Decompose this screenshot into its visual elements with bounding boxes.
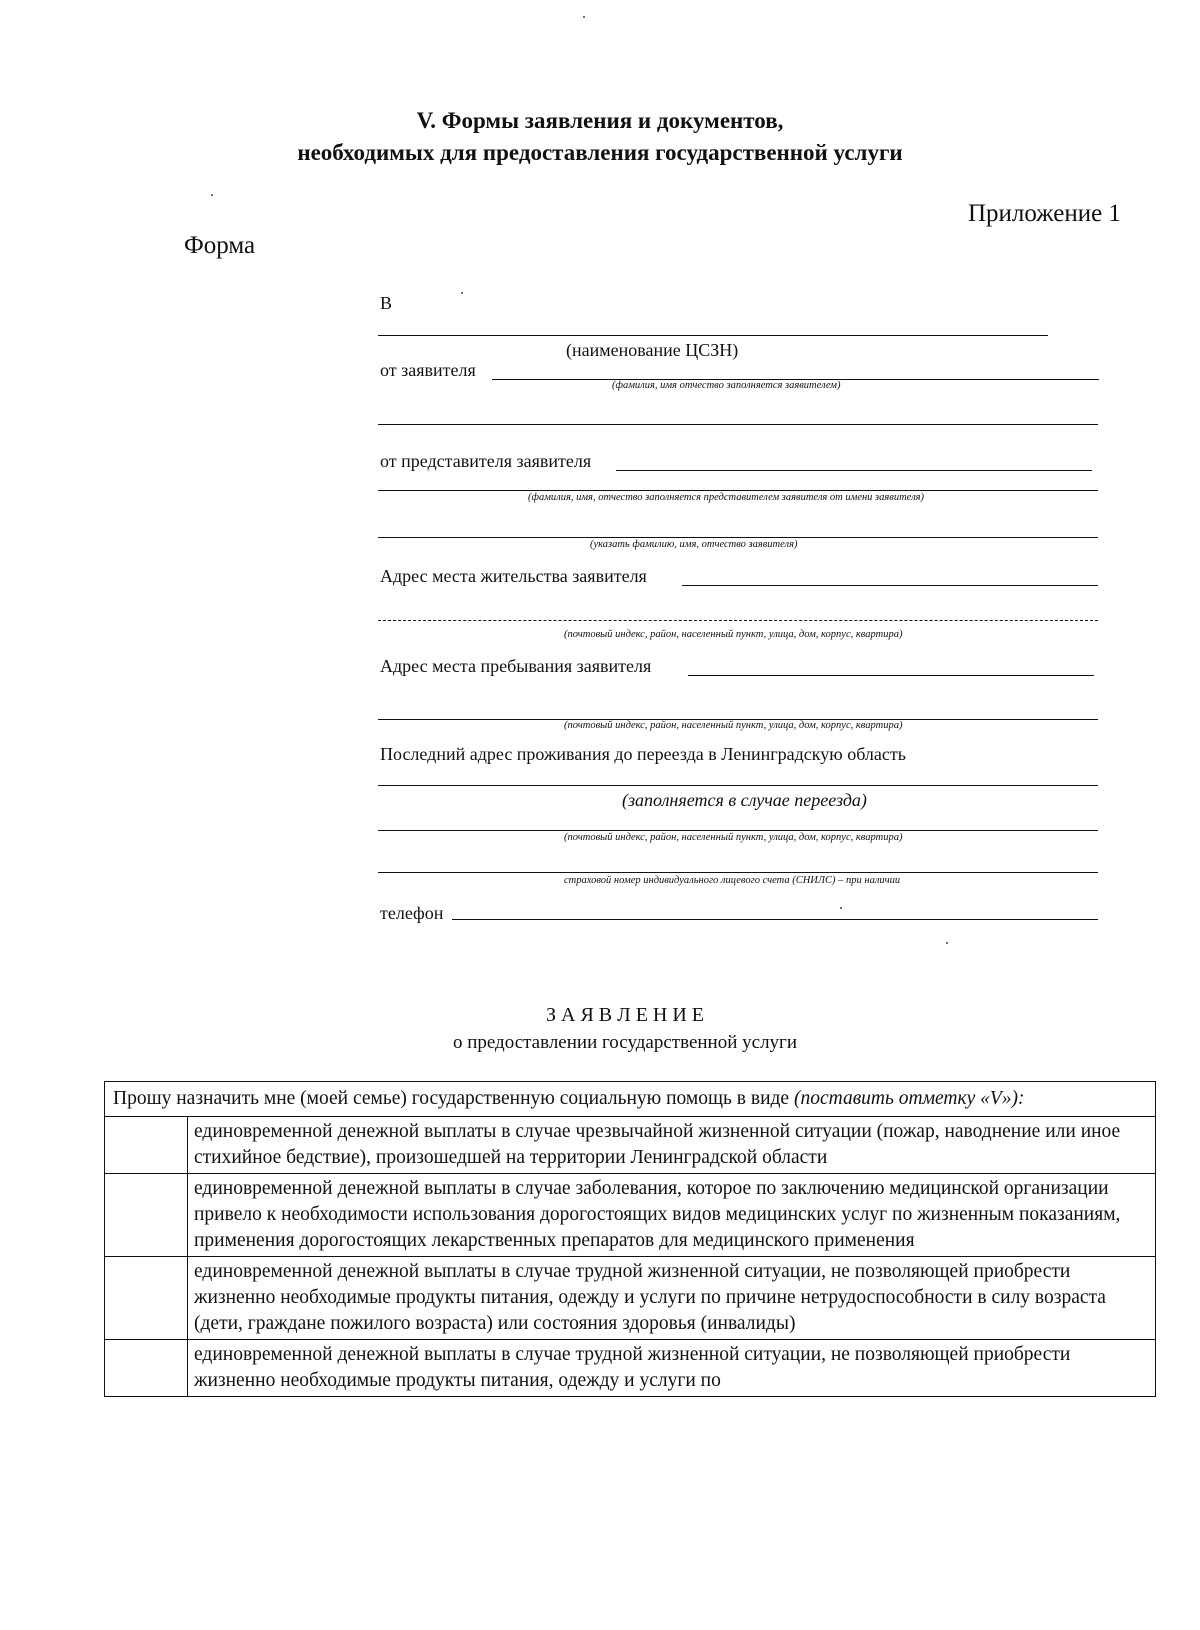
specify-line[interactable] <box>378 537 1098 538</box>
applicant-line-2[interactable] <box>378 424 1098 425</box>
option-text-3: единовременной денежной выплаты в случае трудной жизненной ситуации, не позволяющей приобрести жизненно необходимые продукты питания, одежду и услуги по причине нетрудоспособности в силу возраста (дети, граждане пожилого возраста) или состояния здоровья (инвалиды) <box>188 1257 1156 1340</box>
last-address-hint: (почтовый индекс, район, населенный пункт, улица, дом, корпус, квартира) <box>564 832 903 843</box>
scan-speck <box>583 16 585 18</box>
table-row <box>105 1174 1156 1257</box>
table-row <box>105 1340 1156 1397</box>
last-address-note: (заполняется в случае переезда) <box>622 790 867 810</box>
stay-line[interactable] <box>688 675 1094 676</box>
representative-line[interactable] <box>616 470 1092 471</box>
option-checkbox-1[interactable] <box>105 1117 188 1174</box>
option-text-2: единовременной денежной выплаты в случае заболевания, которое по заключению медицинской организации привело к необходимости использования дорогостоящих видов медицинских услуг по жизненным показаниям, применения дорогостоящих лекарственных препаратов для медицинского применения <box>188 1174 1156 1257</box>
table-header-text: Прошу назначить мне (моей семье) государственную социальную помощь в виде <box>113 1088 794 1109</box>
statement-title: З А Я В Л Е Н И Е <box>545 1004 705 1026</box>
scan-speck <box>211 194 213 196</box>
table-row <box>105 1257 1156 1340</box>
applicant-label: от заявителя <box>380 360 476 380</box>
page-heading-line2: необходимых для предоставления государственной услуги <box>297 140 903 165</box>
representative-line-2[interactable] <box>378 490 1098 491</box>
option-checkbox-4[interactable] <box>105 1340 188 1397</box>
phone-label: телефон <box>380 903 444 923</box>
residence-label: Адрес места жительства заявителя <box>380 566 647 586</box>
last-address-line[interactable] <box>378 785 1098 786</box>
service-options-table <box>104 1081 1156 1397</box>
option-checkbox-2[interactable] <box>105 1174 188 1257</box>
table-header-instruction: (поставить отметку «V»): <box>793 1088 1025 1109</box>
recipient-caption: (наименование ЦСЗН) <box>566 340 739 360</box>
page-heading-line1: V. Формы заявления и документов, <box>416 108 784 133</box>
scan-speck <box>461 292 463 294</box>
residence-line-2[interactable] <box>378 620 1098 621</box>
last-address-label: Последний адрес проживания до переезда в Ленинградскую область <box>380 744 906 764</box>
snils-line[interactable] <box>378 872 1098 873</box>
recipient-prefix: В <box>380 293 393 313</box>
option-text-1: единовременной денежной выплаты в случае чрезвычайной жизненной ситуации (пожар, наводнение или иное стихийное бедствие), произошедшей на территории Ленинградской области <box>188 1117 1156 1174</box>
option-text-4: единовременной денежной выплаты в случае трудной жизненной ситуации, не позволяющей приобрести жизненно необходимые продукты питания, одежду и услуги по <box>188 1340 1156 1397</box>
statement-subtitle: о предоставлении государственной услуги <box>452 1032 798 1053</box>
recipient-line[interactable] <box>378 335 1048 336</box>
scan-speck <box>840 907 842 909</box>
representative-hint: (фамилия, имя, отчество заполняется представителем заявителя от имени заявителя) <box>528 492 925 503</box>
option-checkbox-3[interactable] <box>105 1257 188 1340</box>
specify-hint: (указать фамилию, имя, отчество заявителя) <box>590 539 798 550</box>
form-label: Форма <box>184 232 256 259</box>
table-row <box>105 1117 1156 1174</box>
last-address-line-2[interactable] <box>378 830 1098 831</box>
snils-hint: страховой номер индивидуального лицевого счета (СНИЛС) – при наличии <box>564 875 901 886</box>
phone-line[interactable] <box>452 919 1098 920</box>
scan-speck <box>946 942 948 944</box>
appendix-label: Приложение 1 <box>968 200 1121 227</box>
representative-label: от представителя заявителя <box>380 451 592 471</box>
applicant-hint: (фамилия, имя отчество заполняется заявителем) <box>612 380 841 391</box>
table-header-cell <box>105 1082 1156 1117</box>
residence-hint: (почтовый индекс, район, населенный пункт, улица, дом, корпус, квартира) <box>564 629 903 640</box>
stay-hint: (почтовый индекс, район, населенный пункт, улица, дом, корпус, квартира) <box>564 720 903 731</box>
residence-line[interactable] <box>682 585 1098 586</box>
table-header-row <box>105 1082 1156 1117</box>
stay-label: Адрес места пребывания заявителя <box>380 656 652 676</box>
